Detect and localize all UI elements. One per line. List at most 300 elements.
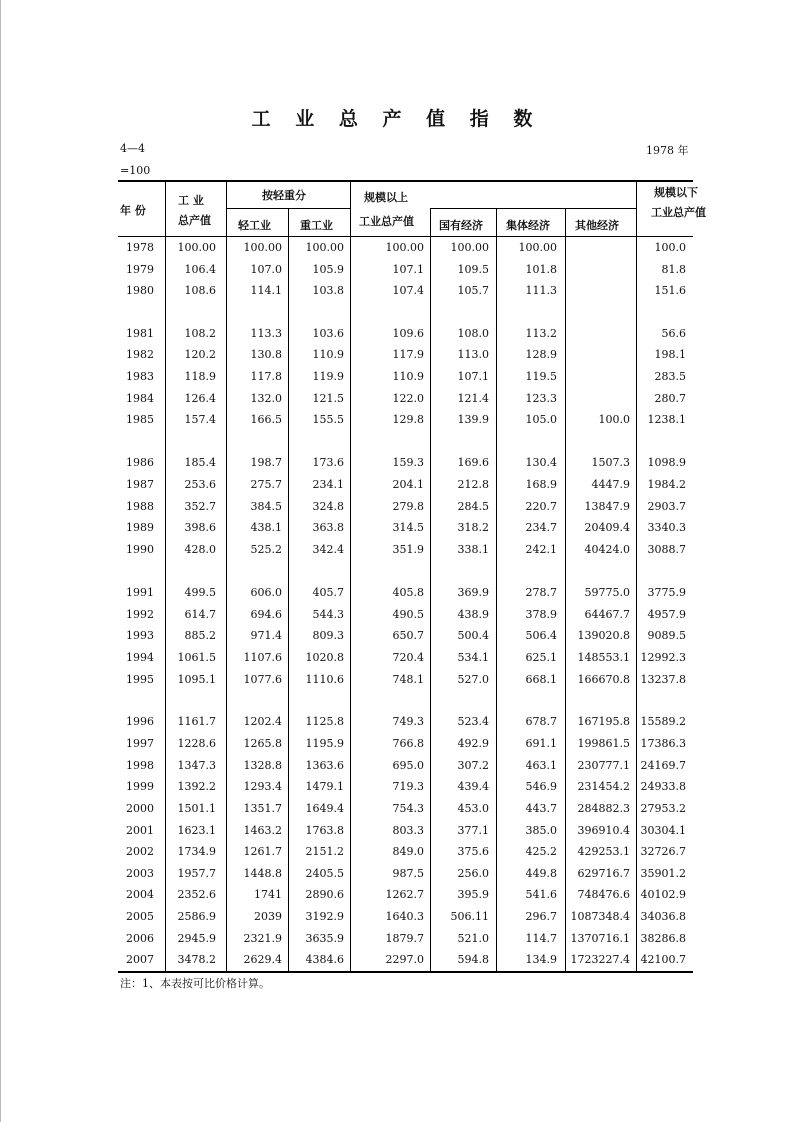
table-row (0, 864, 793, 885)
table-row (0, 518, 793, 539)
cell-year: 2002 (126, 845, 154, 858)
cell-year: 2005 (126, 910, 154, 923)
table-row (0, 453, 793, 474)
cell-year: 1985 (126, 413, 154, 426)
cell-total: 1734.9 (177, 845, 216, 858)
cell-light: 1293.4 (243, 780, 282, 793)
cell-above-scale: 987.5 (392, 867, 424, 880)
cell-below-scale: 32726.7 (640, 845, 686, 858)
base-year: 1978 年 (646, 144, 689, 157)
cell-above-scale: 109.6 (392, 327, 424, 340)
cell-year: 1991 (126, 586, 154, 599)
cell-heavy: 2405.5 (305, 867, 344, 880)
cell-above-scale: 766.8 (392, 737, 424, 750)
cell-year: 1986 (126, 456, 154, 469)
cell-collective: 105.0 (525, 413, 557, 426)
cell-state: 105.7 (457, 284, 489, 297)
cell-total: 118.9 (184, 370, 216, 383)
table-row (0, 712, 793, 733)
cell-below-scale: 1984.2 (647, 478, 686, 491)
cell-below-scale: 3340.3 (647, 521, 686, 534)
cell-state: 109.5 (457, 263, 489, 276)
cell-below-scale: 283.5 (654, 370, 686, 383)
header-other: 其他经济 (575, 219, 619, 232)
cell-other: 59775.0 (584, 586, 630, 599)
cell-year: 2004 (126, 888, 154, 901)
cell-collective: 691.1 (525, 737, 557, 750)
cell-heavy: 3192.9 (305, 910, 344, 923)
cell-total: 108.6 (184, 284, 216, 297)
table-row (0, 799, 793, 820)
cell-light: 2039 (254, 910, 282, 923)
cell-heavy: 1763.8 (305, 824, 344, 837)
cell-other: 40424.0 (584, 543, 630, 556)
cell-above-scale: 279.8 (392, 500, 424, 513)
cell-state: 453.0 (457, 802, 489, 815)
cell-heavy: 1195.9 (305, 737, 344, 750)
table-row (0, 756, 793, 777)
cell-total: 106.4 (184, 263, 216, 276)
cell-heavy: 1479.1 (305, 780, 344, 793)
base-label: =100 (120, 164, 151, 177)
cell-light: 113.3 (250, 327, 282, 340)
cell-total: 157.4 (184, 413, 216, 426)
header-above-line2: 工业总产值 (359, 215, 414, 228)
cell-state: 121.4 (457, 392, 489, 405)
cell-total: 100.00 (177, 241, 216, 254)
cell-heavy: 121.5 (312, 392, 344, 405)
cell-light: 2321.9 (243, 932, 282, 945)
cell-light: 1463.2 (243, 824, 282, 837)
cell-above-scale: 754.3 (392, 802, 424, 815)
cell-other: 20409.4 (584, 521, 630, 534)
table-bottom-rule (118, 971, 693, 973)
cell-above-scale: 490.5 (392, 608, 424, 621)
cell-above-scale: 719.3 (392, 780, 424, 793)
cell-above-scale: 107.4 (392, 284, 424, 297)
cell-total: 253.6 (184, 478, 216, 491)
cell-below-scale: 198.1 (654, 348, 686, 361)
table-row (0, 842, 793, 863)
cell-collective: 130.4 (525, 456, 557, 469)
cell-light: 198.7 (250, 456, 282, 469)
cell-above-scale: 122.0 (392, 392, 424, 405)
cell-above-scale: 107.1 (392, 263, 424, 276)
cell-state: 369.9 (457, 586, 489, 599)
table-row (0, 540, 793, 561)
cell-heavy: 1363.6 (305, 759, 344, 772)
cell-above-scale: 650.7 (392, 629, 424, 642)
table-row (0, 950, 793, 971)
subheader-rule-ownership (430, 208, 636, 209)
cell-state: 256.0 (457, 867, 489, 880)
cell-total: 120.2 (184, 348, 216, 361)
cell-above-scale: 129.8 (392, 413, 424, 426)
cell-heavy: 342.4 (312, 543, 344, 556)
cell-total: 1161.7 (177, 715, 216, 728)
table-row (0, 907, 793, 928)
cell-collective: 134.9 (525, 953, 557, 966)
cell-collective: 449.8 (525, 867, 557, 880)
cell-state: 527.0 (457, 673, 489, 686)
cell-light: 1351.7 (243, 802, 282, 815)
cell-state: 438.9 (457, 608, 489, 621)
header-light-heavy: 按轻重分 (262, 189, 306, 202)
cell-year: 1992 (126, 608, 154, 621)
cell-collective: 378.9 (525, 608, 557, 621)
cell-other: 166670.8 (577, 673, 630, 686)
table-number: 4—4 (120, 142, 145, 155)
cell-below-scale: 13237.8 (640, 673, 686, 686)
cell-light: 971.4 (250, 629, 282, 642)
table-row (0, 583, 793, 604)
cell-collective: 119.5 (525, 370, 557, 383)
cell-heavy: 2890.6 (305, 888, 344, 901)
cell-total: 185.4 (184, 456, 216, 469)
table-row (0, 929, 793, 950)
cell-above-scale: 159.3 (392, 456, 424, 469)
cell-collective: 168.9 (525, 478, 557, 491)
cell-state: 338.1 (457, 543, 489, 556)
cell-other: 748476.6 (577, 888, 630, 901)
cell-other: 139020.8 (577, 629, 630, 642)
cell-light: 114.1 (250, 284, 282, 297)
cell-light: 132.0 (250, 392, 282, 405)
header-light: 轻工业 (238, 219, 271, 232)
cell-total: 3478.2 (177, 953, 216, 966)
cell-below-scale: 30304.1 (640, 824, 686, 837)
cell-total: 428.0 (184, 543, 216, 556)
cell-year: 1997 (126, 737, 154, 750)
cell-total: 1392.2 (177, 780, 216, 793)
cell-collective: 114.7 (525, 932, 557, 945)
cell-state: 100.00 (450, 241, 489, 254)
cell-state: 139.9 (457, 413, 489, 426)
cell-year: 1990 (126, 543, 154, 556)
cell-above-scale: 849.0 (392, 845, 424, 858)
cell-light: 1261.7 (243, 845, 282, 858)
cell-state: 375.6 (457, 845, 489, 858)
cell-state: 523.4 (457, 715, 489, 728)
cell-below-scale: 3088.7 (647, 543, 686, 556)
table-row (0, 734, 793, 755)
table-row (0, 475, 793, 496)
cell-other: 64467.7 (584, 608, 630, 621)
cell-state: 169.6 (457, 456, 489, 469)
cell-below-scale: 35901.2 (640, 867, 686, 880)
cell-other: 148553.1 (577, 651, 630, 664)
table-row (0, 260, 793, 281)
cell-collective: 541.6 (525, 888, 557, 901)
cell-year: 1981 (126, 327, 154, 340)
cell-state: 594.8 (457, 953, 489, 966)
cell-other: 1507.3 (591, 456, 630, 469)
cell-light: 1328.8 (243, 759, 282, 772)
cell-year: 1993 (126, 629, 154, 642)
table-row (0, 367, 793, 388)
cell-year: 2001 (126, 824, 154, 837)
cell-light: 1448.8 (243, 867, 282, 880)
table-top-rule (118, 180, 693, 182)
cell-heavy: 105.9 (312, 263, 344, 276)
table-row (0, 885, 793, 906)
cell-state: 318.2 (457, 521, 489, 534)
cell-heavy: 2151.2 (305, 845, 344, 858)
table-row (0, 281, 793, 302)
cell-above-scale: 100.00 (385, 241, 424, 254)
cell-collective: 506.4 (525, 629, 557, 642)
cell-other: 167195.8 (577, 715, 630, 728)
cell-below-scale: 100.0 (654, 241, 686, 254)
cell-collective: 463.1 (525, 759, 557, 772)
cell-year: 2003 (126, 867, 154, 880)
cell-collective: 128.9 (525, 348, 557, 361)
cell-other: 4447.9 (591, 478, 630, 491)
cell-total: 614.7 (184, 608, 216, 621)
table-row (0, 497, 793, 518)
cell-other: 1087348.4 (570, 910, 630, 923)
cell-light: 2629.4 (243, 953, 282, 966)
cell-heavy: 4384.6 (305, 953, 344, 966)
cell-other: 629716.7 (577, 867, 630, 880)
cell-heavy: 544.3 (312, 608, 344, 621)
table-row (0, 626, 793, 647)
cell-below-scale: 15589.2 (640, 715, 686, 728)
cell-heavy: 234.1 (312, 478, 344, 491)
cell-state: 113.0 (457, 348, 489, 361)
header-total-line2: 总产值 (178, 214, 211, 227)
cell-below-scale: 3775.9 (647, 586, 686, 599)
cell-below-scale: 27953.2 (640, 802, 686, 815)
cell-total: 1228.6 (177, 737, 216, 750)
cell-below-scale: 24169.7 (640, 759, 686, 772)
cell-total: 499.5 (184, 586, 216, 599)
cell-above-scale: 749.3 (392, 715, 424, 728)
cell-year: 1979 (126, 263, 154, 276)
cell-heavy: 155.5 (312, 413, 344, 426)
cell-above-scale: 204.1 (392, 478, 424, 491)
cell-heavy: 110.9 (312, 348, 344, 361)
cell-state: 107.1 (457, 370, 489, 383)
cell-light: 606.0 (250, 586, 282, 599)
cell-collective: 220.7 (525, 500, 557, 513)
header-collective: 集体经济 (506, 219, 550, 232)
cell-total: 398.6 (184, 521, 216, 534)
footnote: 注：1、本表按可比价格计算。 (120, 977, 270, 990)
cell-heavy: 809.3 (312, 629, 344, 642)
cell-below-scale: 40102.9 (640, 888, 686, 901)
cell-below-scale: 1238.1 (647, 413, 686, 426)
cell-collective: 296.7 (525, 910, 557, 923)
cell-collective: 625.1 (525, 651, 557, 664)
cell-total: 1501.1 (177, 802, 216, 815)
cell-heavy: 363.8 (312, 521, 344, 534)
cell-below-scale: 2903.7 (647, 500, 686, 513)
cell-collective: 123.3 (525, 392, 557, 405)
cell-collective: 234.7 (525, 521, 557, 534)
cell-above-scale: 314.5 (392, 521, 424, 534)
cell-year: 1995 (126, 673, 154, 686)
cell-collective: 425.2 (525, 845, 557, 858)
cell-collective: 678.7 (525, 715, 557, 728)
cell-above-scale: 110.9 (392, 370, 424, 383)
table-row (0, 345, 793, 366)
cell-year: 1982 (126, 348, 154, 361)
cell-above-scale: 405.8 (392, 586, 424, 599)
cell-light: 694.6 (250, 608, 282, 621)
cell-above-scale: 695.0 (392, 759, 424, 772)
table-row (0, 605, 793, 626)
table-row (0, 238, 793, 259)
cell-total: 108.2 (184, 327, 216, 340)
cell-below-scale: 17386.3 (640, 737, 686, 750)
cell-total: 2945.9 (177, 932, 216, 945)
cell-year: 2000 (126, 802, 154, 815)
cell-year: 2006 (126, 932, 154, 945)
cell-heavy: 100.00 (305, 241, 344, 254)
table-row (0, 821, 793, 842)
cell-state: 439.4 (457, 780, 489, 793)
cell-light: 117.8 (250, 370, 282, 383)
cell-state: 506.11 (450, 910, 489, 923)
cell-year: 1989 (126, 521, 154, 534)
cell-state: 212.8 (457, 478, 489, 491)
cell-state: 377.1 (457, 824, 489, 837)
cell-state: 521.0 (457, 932, 489, 945)
table-row (0, 389, 793, 410)
cell-year: 1983 (126, 370, 154, 383)
cell-other: 100.0 (598, 413, 630, 426)
cell-light: 166.5 (250, 413, 282, 426)
cell-light: 1202.4 (243, 715, 282, 728)
page-title: 工 业 总 产 值 指 数 (251, 108, 542, 130)
cell-collective: 242.1 (525, 543, 557, 556)
cell-below-scale: 38286.8 (640, 932, 686, 945)
cell-collective: 113.2 (525, 327, 557, 340)
cell-other: 13847.9 (584, 500, 630, 513)
cell-year: 1987 (126, 478, 154, 491)
cell-below-scale: 280.7 (654, 392, 686, 405)
cell-year: 1994 (126, 651, 154, 664)
cell-total: 1061.5 (177, 651, 216, 664)
cell-heavy: 103.8 (312, 284, 344, 297)
table-row (0, 648, 793, 669)
cell-light: 107.0 (250, 263, 282, 276)
cell-other: 231454.2 (577, 780, 630, 793)
cell-collective: 546.9 (525, 780, 557, 793)
cell-heavy: 173.6 (312, 456, 344, 469)
cell-year: 2007 (126, 953, 154, 966)
cell-light: 384.5 (250, 500, 282, 513)
cell-above-scale: 351.9 (392, 543, 424, 556)
cell-year: 1978 (126, 241, 154, 254)
cell-below-scale: 24933.8 (640, 780, 686, 793)
cell-other: 1723227.4 (570, 953, 630, 966)
cell-below-scale: 9089.5 (647, 629, 686, 642)
cell-other: 1370716.1 (570, 932, 630, 945)
table-row (0, 410, 793, 431)
cell-collective: 278.7 (525, 586, 557, 599)
cell-above-scale: 2297.0 (385, 953, 424, 966)
cell-light: 100.00 (243, 241, 282, 254)
cell-collective: 100.00 (518, 241, 557, 254)
cell-heavy: 324.8 (312, 500, 344, 513)
cell-light: 438.1 (250, 521, 282, 534)
cell-total: 2586.9 (177, 910, 216, 923)
header-above-line1: 规模以上 (364, 191, 408, 204)
header-below-line2: 工业总产值 (651, 206, 706, 219)
cell-year: 1998 (126, 759, 154, 772)
cell-state: 395.9 (457, 888, 489, 901)
table-row (0, 324, 793, 345)
header-heavy: 重工业 (300, 219, 333, 232)
cell-collective: 101.8 (525, 263, 557, 276)
cell-other: 230777.1 (577, 759, 630, 772)
cell-heavy: 103.6 (312, 327, 344, 340)
table-row (0, 670, 793, 691)
cell-other: 429253.1 (577, 845, 630, 858)
cell-below-scale: 56.6 (661, 327, 686, 340)
cell-heavy: 1110.6 (305, 673, 344, 686)
cell-total: 2352.6 (177, 888, 216, 901)
header-bottom-rule (118, 236, 693, 237)
cell-heavy: 405.7 (312, 586, 344, 599)
cell-total: 126.4 (184, 392, 216, 405)
cell-heavy: 1125.8 (305, 715, 344, 728)
cell-state: 307.2 (457, 759, 489, 772)
cell-above-scale: 720.4 (392, 651, 424, 664)
cell-light: 275.7 (250, 478, 282, 491)
cell-light: 1077.6 (243, 673, 282, 686)
cell-state: 492.9 (457, 737, 489, 750)
cell-heavy: 1649.4 (305, 802, 344, 815)
cell-above-scale: 1879.7 (385, 932, 424, 945)
header-year: 年 份 (120, 204, 146, 217)
cell-total: 885.2 (184, 629, 216, 642)
cell-year: 1988 (126, 500, 154, 513)
cell-above-scale: 1640.3 (385, 910, 424, 923)
cell-below-scale: 151.6 (654, 284, 686, 297)
cell-light: 1107.6 (243, 651, 282, 664)
header-state: 国有经济 (439, 219, 483, 232)
cell-heavy: 3635.9 (305, 932, 344, 945)
cell-year: 1980 (126, 284, 154, 297)
cell-state: 108.0 (457, 327, 489, 340)
cell-year: 1999 (126, 780, 154, 793)
cell-collective: 111.3 (525, 284, 557, 297)
cell-year: 1996 (126, 715, 154, 728)
cell-below-scale: 34036.8 (640, 910, 686, 923)
cell-other: 284882.3 (577, 802, 630, 815)
cell-above-scale: 117.9 (392, 348, 424, 361)
cell-light: 525.2 (250, 543, 282, 556)
cell-below-scale: 42100.7 (640, 953, 686, 966)
cell-total: 1623.1 (177, 824, 216, 837)
cell-light: 1265.8 (243, 737, 282, 750)
cell-total: 1347.3 (177, 759, 216, 772)
table-row (0, 777, 793, 798)
cell-total: 1957.7 (177, 867, 216, 880)
cell-above-scale: 803.3 (392, 824, 424, 837)
cell-collective: 668.1 (525, 673, 557, 686)
cell-above-scale: 748.1 (392, 673, 424, 686)
header-below-line1: 规模以下 (654, 186, 698, 199)
cell-above-scale: 1262.7 (385, 888, 424, 901)
cell-total: 1095.1 (177, 673, 216, 686)
cell-heavy: 119.9 (312, 370, 344, 383)
cell-heavy: 1020.8 (305, 651, 344, 664)
cell-collective: 385.0 (525, 824, 557, 837)
